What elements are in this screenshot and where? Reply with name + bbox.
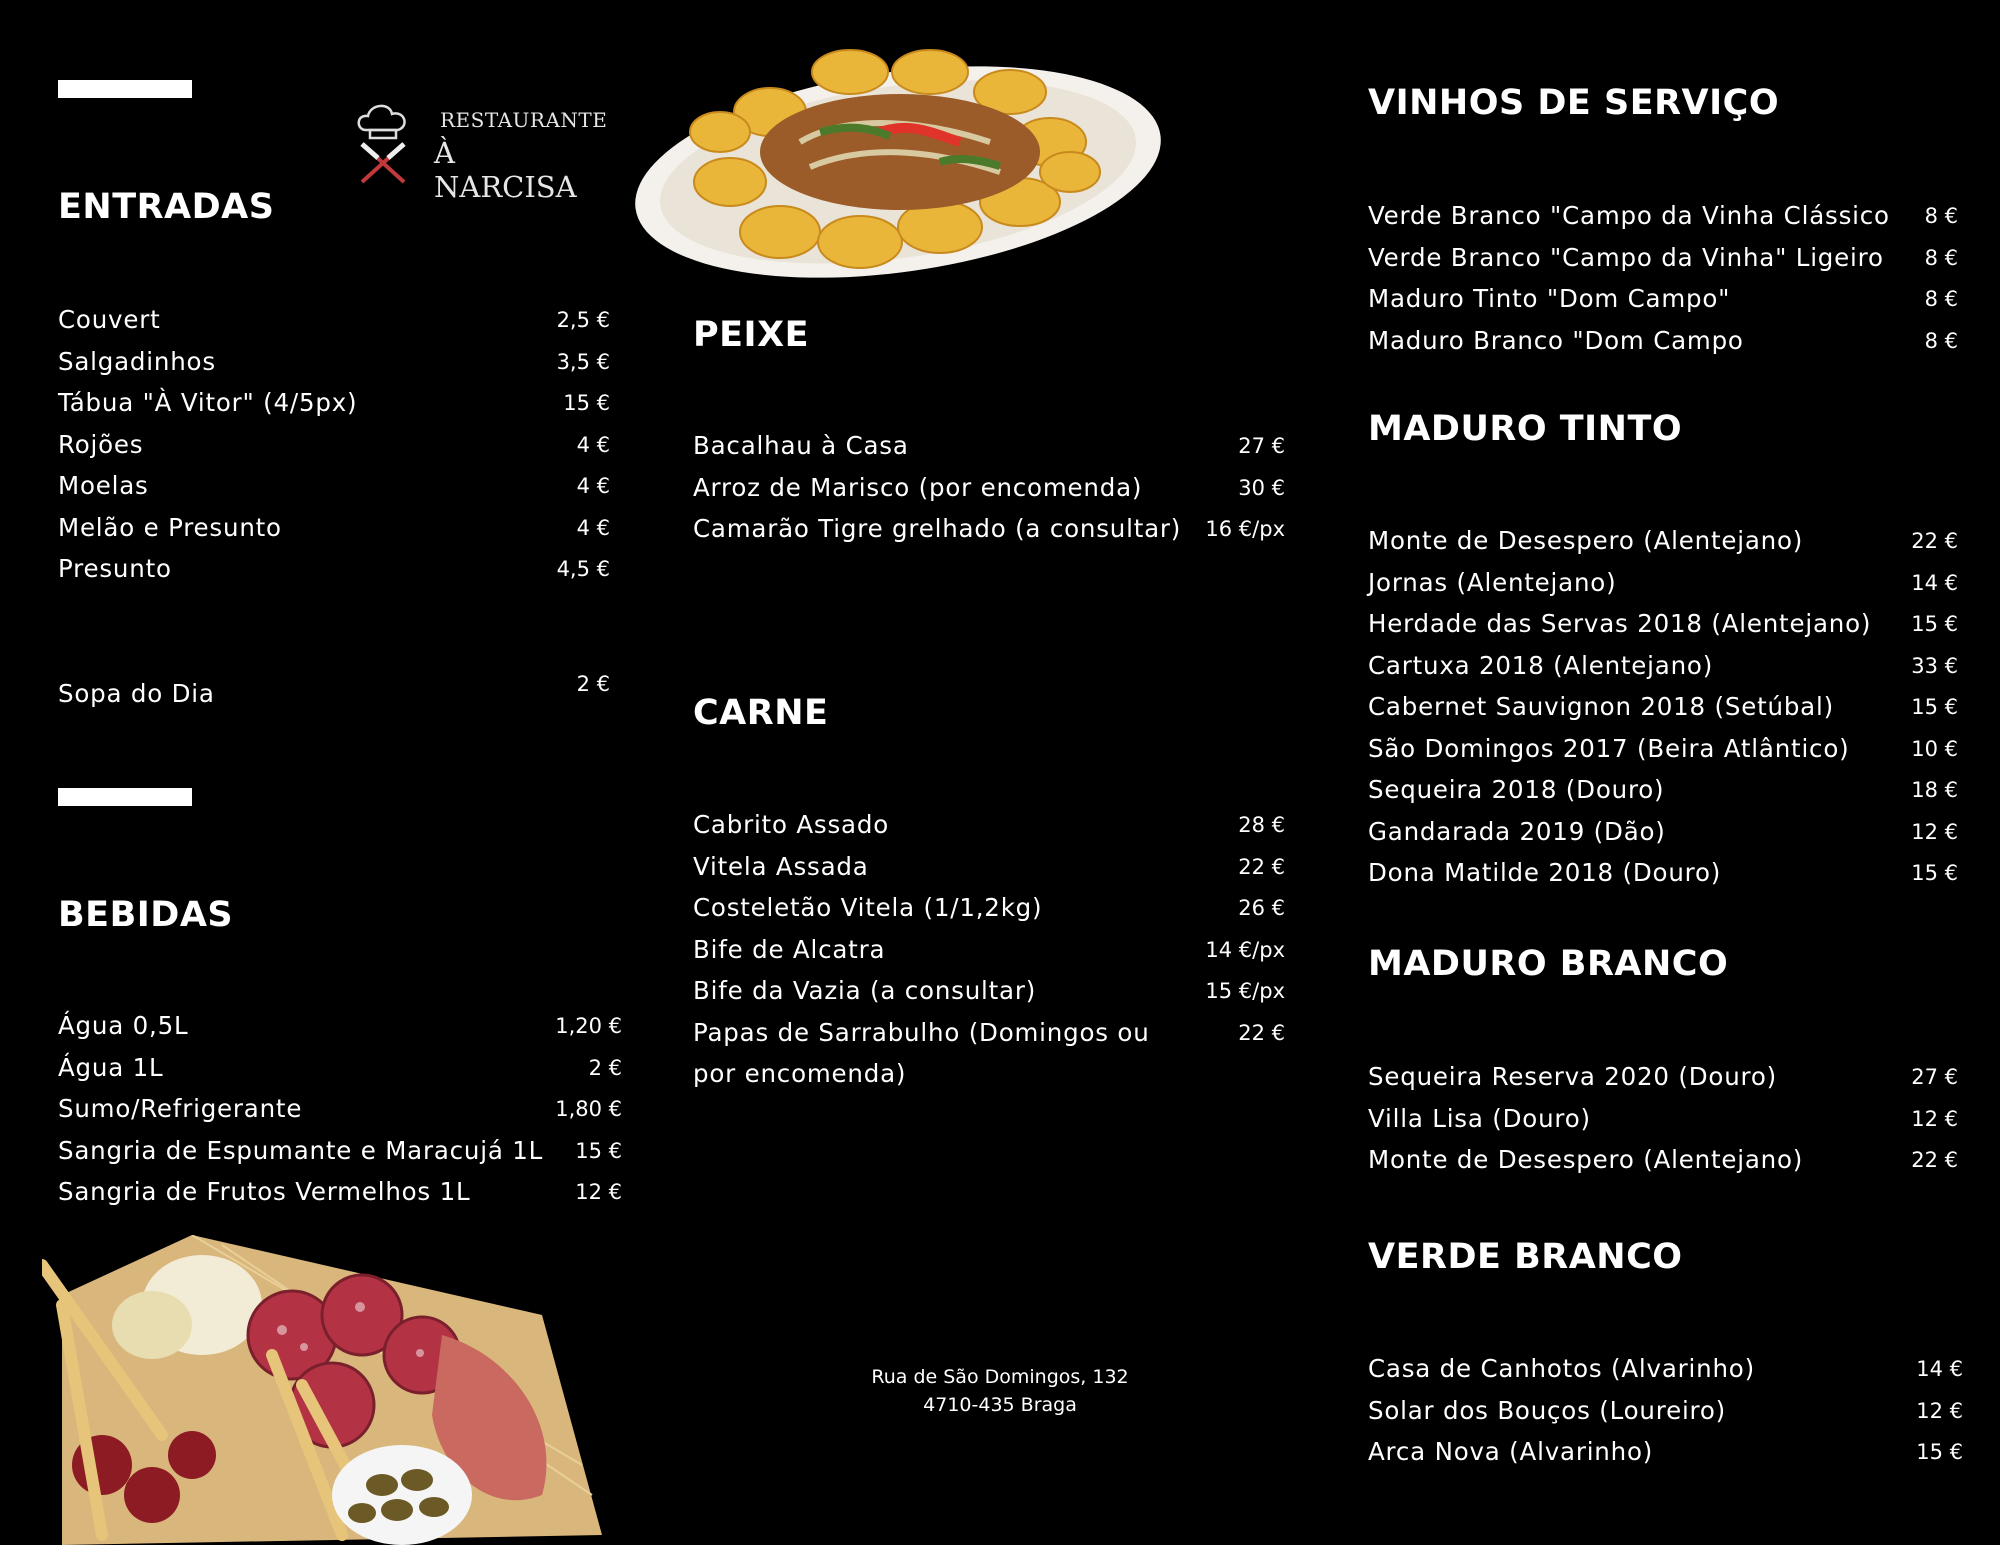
menu-item: Costeletão Vitela (1/1,2kg) 26 € bbox=[693, 893, 1285, 922]
menu-list-vinhos-servico bbox=[1368, 201, 1958, 367]
menu-item: Monte de Desespero (Alentejano) 22 € bbox=[1368, 526, 1958, 555]
menu-item: Água 0,5L 1,20 € bbox=[58, 1011, 622, 1040]
restaurant-address bbox=[840, 1363, 1160, 1419]
menu-item: Papas de Sarrabulho (Domingos ou por encomenda) 22 € bbox=[693, 1017, 1285, 1088]
menu-item: Cabernet Sauvignon 2018 (Setúbal) 15 € bbox=[1368, 692, 1958, 721]
address-street: Rua de São Domingos, 132 bbox=[871, 1366, 1129, 1388]
address-city: 4710-435 Braga bbox=[923, 1394, 1077, 1416]
codfish-plate-photo bbox=[630, 32, 1170, 292]
logo-line-name: À NARCISA bbox=[434, 136, 577, 204]
menu-item: Verde Branco "Campo da Vinha" Ligeiro 8 € bbox=[1368, 242, 1958, 272]
menu-item: Sumo/Refrigerante 1,80 € bbox=[58, 1094, 622, 1123]
menu-list-carne bbox=[693, 810, 1285, 1101]
section-title-verde-branco: VERDE BRANCO bbox=[1368, 1237, 1683, 1277]
menu-item: Água 1L 2 € bbox=[58, 1052, 622, 1082]
charcuterie-board-photo bbox=[42, 1235, 602, 1545]
section-title-bebidas: BEBIDAS bbox=[58, 895, 234, 935]
menu-item: Sopa do Dia 2 € bbox=[58, 672, 610, 708]
restaurant-logo bbox=[352, 100, 608, 204]
divider-bar-middle bbox=[58, 788, 192, 806]
menu-item: Camarão Tigre grelhado (a consultar) 16 €/px bbox=[693, 514, 1285, 543]
menu-item: Couvert 2,5 € bbox=[58, 305, 610, 334]
menu-list-sopa bbox=[58, 672, 610, 721]
menu-item: Vitela Assada 22 € bbox=[693, 851, 1285, 881]
section-title-peixe: PEIXE bbox=[693, 315, 809, 355]
section-title-vinhos-servico: VINHOS DE SERVIÇO bbox=[1368, 83, 1780, 123]
menu-list-maduro-branco bbox=[1368, 1062, 1958, 1187]
menu-list-entradas bbox=[58, 305, 610, 596]
divider-bar-top bbox=[58, 80, 192, 98]
menu-item: Presunto 4,5 € bbox=[58, 554, 610, 583]
menu-item: Dona Matilde 2018 (Douro) 15 € bbox=[1368, 858, 1958, 887]
logo-line-restaurante: RESTAURANTE bbox=[440, 108, 608, 132]
menu-item: Bife de Alcatra 14 €/px bbox=[693, 934, 1285, 964]
menu-item: Moelas 4 € bbox=[58, 471, 610, 500]
menu-item: Sangria de Espumante e Maracujá 1L 15 € bbox=[58, 1135, 622, 1165]
menu-item: Arca Nova (Alvarinho) 15 € bbox=[1368, 1437, 1963, 1466]
section-title-maduro-branco: MADURO BRANCO bbox=[1368, 944, 1729, 984]
menu-item: Herdade das Servas 2018 (Alentejano) 15 € bbox=[1368, 609, 1958, 638]
menu-item: Verde Branco "Campo da Vinha Clássico 8 € bbox=[1368, 201, 1958, 230]
menu-item: Cabrito Assado 28 € bbox=[693, 810, 1285, 839]
section-title-entradas: ENTRADAS bbox=[58, 187, 275, 227]
menu-item: Sequeira 2018 (Douro) 18 € bbox=[1368, 775, 1958, 804]
menu-item: Casa de Canhotos (Alvarinho) 14 € bbox=[1368, 1354, 1963, 1383]
menu-item: Maduro Branco "Dom Campo 8 € bbox=[1368, 325, 1958, 355]
menu-item: Sequeira Reserva 2020 (Douro) 27 € bbox=[1368, 1062, 1958, 1091]
menu-list-peixe bbox=[693, 431, 1285, 556]
menu-item: Gandarada 2019 (Dão) 12 € bbox=[1368, 816, 1958, 846]
menu-item: Bacalhau à Casa 27 € bbox=[693, 431, 1285, 460]
menu-list-maduro-tinto bbox=[1368, 526, 1958, 900]
menu-item: Arroz de Marisco (por encomenda) 30 € bbox=[693, 472, 1285, 502]
section-title-maduro-tinto: MADURO TINTO bbox=[1368, 409, 1683, 449]
section-title-carne: CARNE bbox=[693, 693, 829, 733]
menu-item: Rojões 4 € bbox=[58, 429, 610, 459]
menu-list-verde-branco bbox=[1368, 1354, 1963, 1479]
menu-item: Monte de Desespero (Alentejano) 22 € bbox=[1368, 1145, 1958, 1174]
menu-item: Bife da Vazia (a consultar) 15 €/px bbox=[693, 976, 1285, 1005]
menu-item: Villa Lisa (Douro) 12 € bbox=[1368, 1103, 1958, 1133]
menu-item: Melão e Presunto 4 € bbox=[58, 512, 610, 542]
menu-item: Tábua "À Vitor" (4/5px) 15 € bbox=[58, 388, 610, 417]
menu-item: Maduro Tinto "Dom Campo" 8 € bbox=[1368, 284, 1958, 313]
menu-item: Cartuxa 2018 (Alentejano) 33 € bbox=[1368, 650, 1958, 680]
menu-item: Salgadinhos 3,5 € bbox=[58, 346, 610, 376]
menu-item: Sangria de Frutos Vermelhos 1L 12 € bbox=[58, 1177, 622, 1206]
chef-hat-knives-icon bbox=[352, 100, 422, 185]
menu-list-bebidas bbox=[58, 1011, 622, 1219]
menu-item: Solar dos Bouços (Loureiro) 12 € bbox=[1368, 1395, 1963, 1425]
menu-item: Jornas (Alentejano) 14 € bbox=[1368, 567, 1958, 597]
menu-item: São Domingos 2017 (Beira Atlântico) 10 € bbox=[1368, 733, 1958, 763]
